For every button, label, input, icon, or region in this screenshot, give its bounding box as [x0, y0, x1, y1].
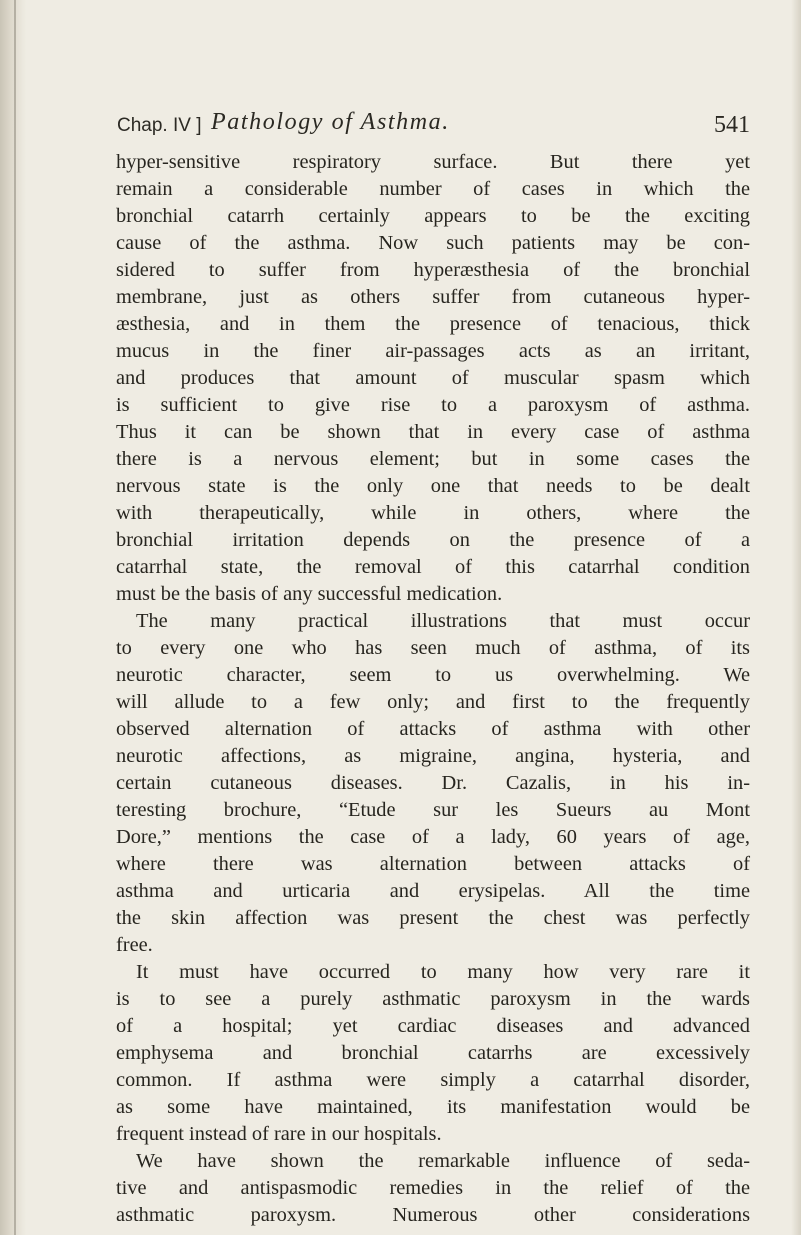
- text-line: frequent instead of rare in our hospitals.: [116, 1123, 442, 1145]
- text-line: membrane, just as others suffer from cutaneous hyper-: [116, 286, 750, 308]
- text-line: bronchial catarrh certainly appears to be the exciting: [116, 205, 750, 227]
- text-line: observed alternation of attacks of asthma with other: [116, 718, 750, 740]
- text-line: the skin affection was present the chest was perfectly: [116, 907, 750, 929]
- text-line: with therapeutically, while in others, where the: [116, 502, 750, 524]
- text-line: sidered to suffer from hyperæsthesia of the bronchial: [116, 259, 750, 281]
- text-line: It must have occurred to many how very rare it: [136, 961, 750, 983]
- text-line: and produces that amount of muscular spasm which: [116, 367, 750, 389]
- text-line: mucus in the finer air-passages acts as an irritant,: [116, 340, 750, 362]
- running-title: Pathology of Asthma.: [211, 109, 450, 135]
- text-line: free.: [116, 934, 153, 956]
- text-line: Dore,” mentions the case of a lady, 60 years of age,: [116, 826, 750, 848]
- text-line: where there was alternation between attacks of: [116, 853, 750, 875]
- page-right-edge: [791, 0, 801, 1235]
- text-line: remain a considerable number of cases in which the: [116, 178, 750, 200]
- text-line: tive and antispasmodic remedies in the relief of the: [116, 1177, 750, 1199]
- text-line: We have shown the remarkable influence of seda-: [136, 1150, 750, 1172]
- text-line: there is a nervous element; but in some cases the: [116, 448, 750, 470]
- body-text: [116, 149, 750, 1229]
- text-line: certain cutaneous diseases. Dr. Cazalis, in his in-: [116, 772, 750, 794]
- text-line: must be the basis of any successful medication.: [116, 583, 503, 605]
- text-line: catarrhal state, the removal of this catarrhal condition: [116, 556, 750, 578]
- text-line: will allude to a few only; and first to the frequently: [116, 691, 750, 713]
- text-line: The many practical illustrations that must occur: [136, 610, 750, 632]
- page-number: 541: [714, 112, 750, 138]
- chapter-label: Chap. IV ]: [117, 115, 202, 136]
- running-header: [117, 109, 750, 142]
- text-line: common. If asthma were simply a catarrhal disorder,: [116, 1069, 750, 1091]
- text-line: as some have maintained, its manifestation would be: [116, 1096, 750, 1118]
- text-line: teresting brochure, “Etude sur les Sueurs au Mont: [116, 799, 750, 821]
- page-binding-edge: [14, 0, 16, 1235]
- text-line: of a hospital; yet cardiac diseases and advanced: [116, 1015, 750, 1037]
- text-line: neurotic affections, as migraine, angina, hysteria, and: [116, 745, 750, 767]
- text-line: hyper-sensitive respiratory surface. But there yet: [116, 151, 750, 173]
- text-line: to every one who has seen much of asthma, of its: [116, 637, 750, 659]
- text-line: asthma and urticaria and erysipelas. All the time: [116, 880, 750, 902]
- page-binding-shadow: [0, 0, 26, 1235]
- text-line: Thus it can be shown that in every case of asthma: [116, 421, 750, 443]
- text-line: nervous state is the only one that needs to be dealt: [116, 475, 750, 497]
- text-line: cause of the asthma. Now such patients may be con-: [116, 232, 750, 254]
- text-line: neurotic character, seem to us overwhelming. We: [116, 664, 750, 686]
- text-line: emphysema and bronchial catarrhs are excessively: [116, 1042, 750, 1064]
- text-line: asthmatic paroxysm. Numerous other considerations: [116, 1204, 750, 1226]
- text-line: æsthesia, and in them the presence of tenacious, thick: [116, 313, 750, 335]
- text-line: bronchial irritation depends on the presence of a: [116, 529, 750, 551]
- text-line: is sufficient to give rise to a paroxysm of asthma.: [116, 394, 750, 416]
- text-line: is to see a purely asthmatic paroxysm in the wards: [116, 988, 750, 1010]
